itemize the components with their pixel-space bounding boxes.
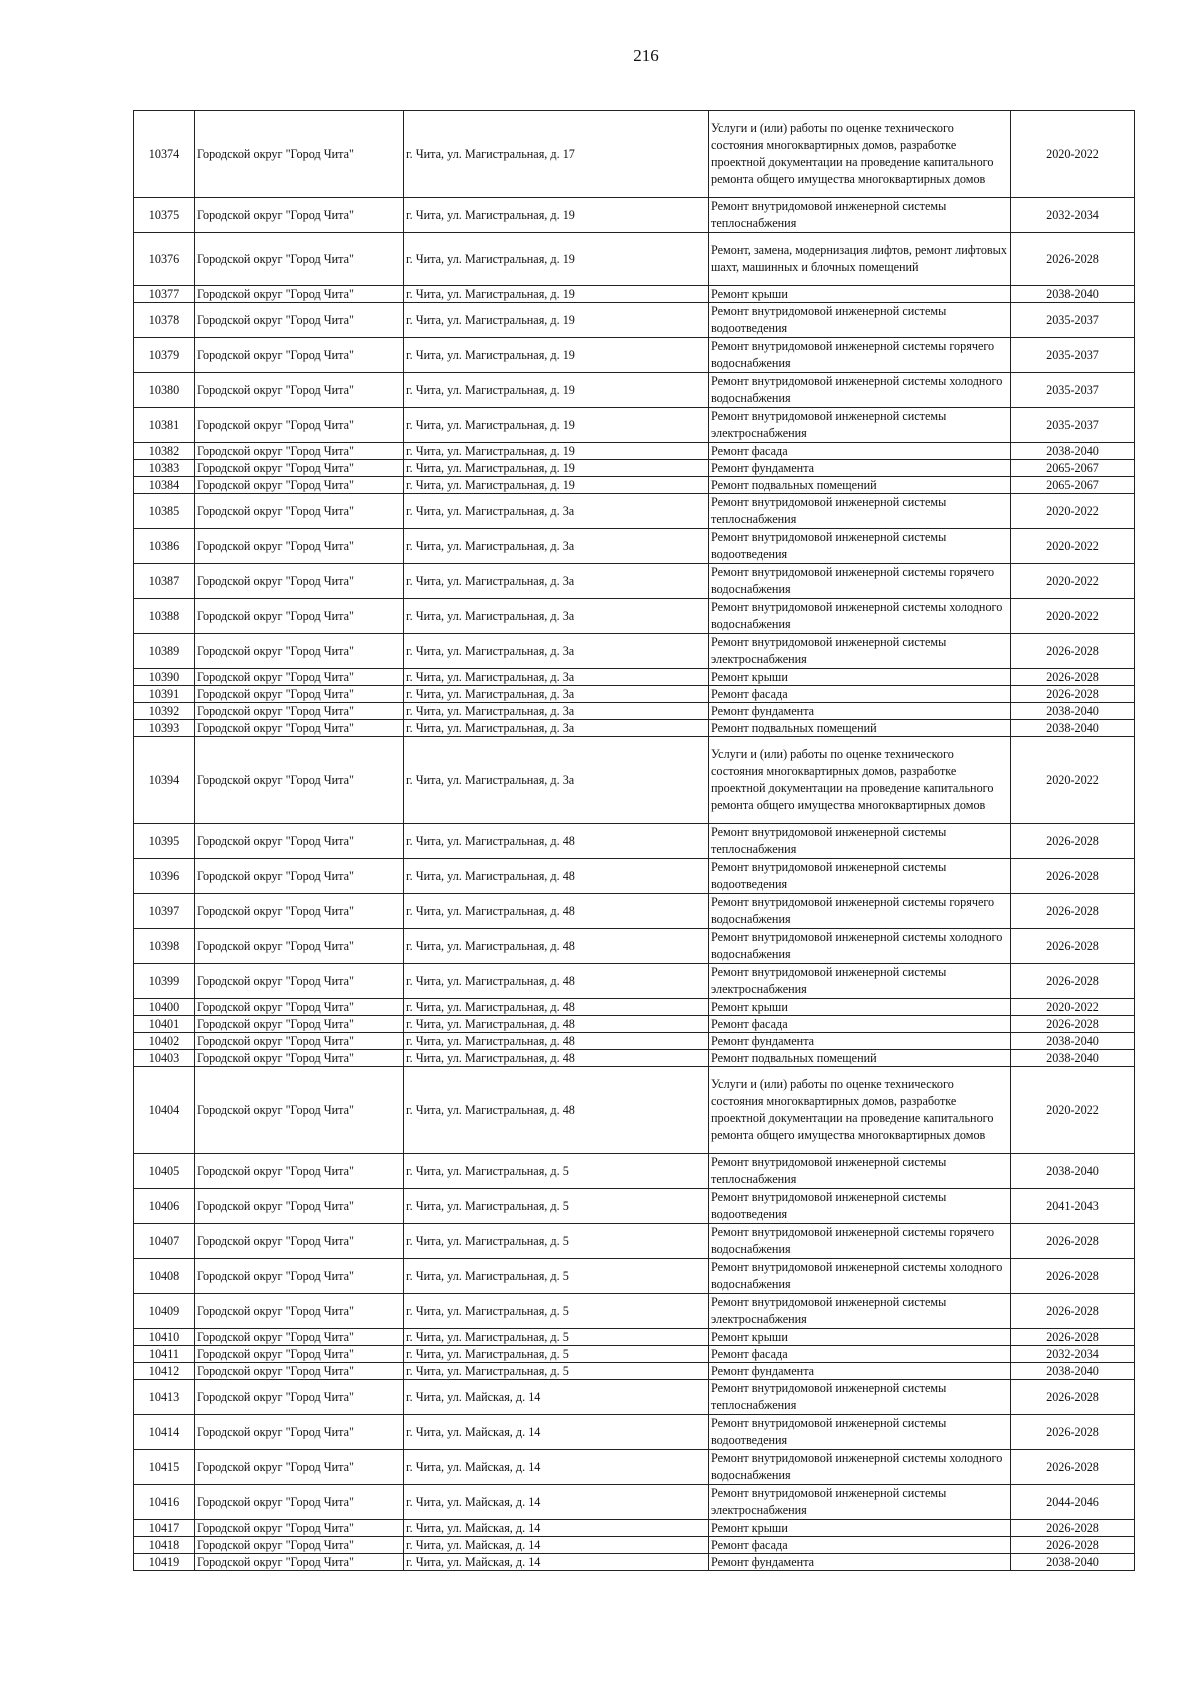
municipality-cell: Городской округ "Город Чита": [195, 1450, 404, 1485]
period-cell: 2038-2040: [1011, 443, 1135, 460]
period-cell: 2041-2043: [1011, 1189, 1135, 1224]
address-cell: г. Чита, ул. Магистральная, д. 48: [404, 1016, 709, 1033]
period-cell: 2026-2028: [1011, 1537, 1135, 1554]
period-cell: 2026-2028: [1011, 669, 1135, 686]
table-row: [134, 599, 1135, 634]
period-cell: 2035-2037: [1011, 373, 1135, 408]
period-cell: 2026-2028: [1011, 686, 1135, 703]
table-row: [134, 737, 1135, 824]
row-number-cell: 10417: [134, 1520, 195, 1537]
address-cell: г. Чита, ул. Майская, д. 14: [404, 1415, 709, 1450]
table-row: [134, 1294, 1135, 1329]
work-type-cell: Ремонт фундамента: [709, 1554, 1011, 1571]
municipality-cell: Городской округ "Город Чита": [195, 686, 404, 703]
table-row: [134, 1537, 1135, 1554]
work-type-cell: Ремонт внутридомовой инженерной системы холодного водоснабжения: [709, 599, 1011, 634]
municipality-cell: Городской округ "Город Чита": [195, 999, 404, 1016]
period-cell: 2032-2034: [1011, 1346, 1135, 1363]
work-type-cell: Услуги и (или) работы по оценке технического состояния многоквартирных домов, разработке проектной документации на проведение капитального ремонта общего имущества многоквартирных домов: [709, 1067, 1011, 1154]
work-type-cell: Ремонт крыши: [709, 1520, 1011, 1537]
period-cell: 2020-2022: [1011, 529, 1135, 564]
address-cell: г. Чита, ул. Магистральная, д. 3а: [404, 564, 709, 599]
table-row: [134, 408, 1135, 443]
period-cell: 2038-2040: [1011, 1554, 1135, 1571]
row-number-cell: 10414: [134, 1415, 195, 1450]
row-number-cell: 10389: [134, 634, 195, 669]
municipality-cell: Городской округ "Город Чита": [195, 1380, 404, 1415]
work-type-cell: Ремонт фундамента: [709, 1033, 1011, 1050]
municipality-cell: Городской округ "Город Чита": [195, 303, 404, 338]
period-cell: 2065-2067: [1011, 460, 1135, 477]
table-row: [134, 1554, 1135, 1571]
table-row: [134, 494, 1135, 529]
period-cell: 2026-2028: [1011, 1380, 1135, 1415]
row-number-cell: 10374: [134, 111, 195, 198]
table-row: [134, 999, 1135, 1016]
table-row: [134, 703, 1135, 720]
address-cell: г. Чита, ул. Магистральная, д. 5: [404, 1294, 709, 1329]
work-type-cell: Ремонт внутридомовой инженерной системы холодного водоснабжения: [709, 1450, 1011, 1485]
address-cell: г. Чита, ул. Магистральная, д. 19: [404, 303, 709, 338]
address-cell: г. Чита, ул. Магистральная, д. 48: [404, 824, 709, 859]
address-cell: г. Чита, ул. Магистральная, д. 48: [404, 894, 709, 929]
row-number-cell: 10413: [134, 1380, 195, 1415]
work-type-cell: Ремонт внутридомовой инженерной системы теплоснабжения: [709, 1154, 1011, 1189]
work-type-cell: Ремонт внутридомовой инженерной системы электроснабжения: [709, 408, 1011, 443]
table-row: [134, 1259, 1135, 1294]
address-cell: г. Чита, ул. Майская, д. 14: [404, 1520, 709, 1537]
municipality-cell: Городской округ "Город Чита": [195, 824, 404, 859]
address-cell: г. Чита, ул. Магистральная, д. 48: [404, 1067, 709, 1154]
work-type-cell: Ремонт подвальных помещений: [709, 720, 1011, 737]
table-row: [134, 1415, 1135, 1450]
period-cell: 2032-2034: [1011, 198, 1135, 233]
table-row: [134, 111, 1135, 198]
work-type-cell: Ремонт внутридомовой инженерной системы горячего водоснабжения: [709, 894, 1011, 929]
row-number-cell: 10394: [134, 737, 195, 824]
address-cell: г. Чита, ул. Майская, д. 14: [404, 1554, 709, 1571]
address-cell: г. Чита, ул. Магистральная, д. 3а: [404, 494, 709, 529]
municipality-cell: Городской округ "Город Чита": [195, 703, 404, 720]
address-cell: г. Чита, ул. Магистральная, д. 5: [404, 1329, 709, 1346]
municipality-cell: Городской округ "Город Чита": [195, 1189, 404, 1224]
municipality-cell: Городской округ "Город Чита": [195, 1554, 404, 1571]
municipality-cell: Городской округ "Город Чита": [195, 1033, 404, 1050]
municipality-cell: Городской округ "Город Чита": [195, 1537, 404, 1554]
municipality-cell: Городской округ "Город Чита": [195, 338, 404, 373]
work-type-cell: Ремонт подвальных помещений: [709, 1050, 1011, 1067]
row-number-cell: 10386: [134, 529, 195, 564]
table-row: [134, 964, 1135, 999]
work-type-cell: Ремонт внутридомовой инженерной системы электроснабжения: [709, 964, 1011, 999]
address-cell: г. Чита, ул. Магистральная, д. 3а: [404, 529, 709, 564]
work-type-cell: Ремонт внутридомовой инженерной системы водоотведения: [709, 529, 1011, 564]
work-type-cell: Ремонт крыши: [709, 999, 1011, 1016]
municipality-cell: Городской округ "Город Чита": [195, 564, 404, 599]
table-row: [134, 634, 1135, 669]
table-row: [134, 373, 1135, 408]
period-cell: 2038-2040: [1011, 1050, 1135, 1067]
row-number-cell: 10407: [134, 1224, 195, 1259]
period-cell: 2038-2040: [1011, 1154, 1135, 1189]
address-cell: г. Чита, ул. Магистральная, д. 19: [404, 338, 709, 373]
row-number-cell: 10405: [134, 1154, 195, 1189]
period-cell: 2020-2022: [1011, 737, 1135, 824]
work-type-cell: Ремонт крыши: [709, 1329, 1011, 1346]
period-cell: 2026-2028: [1011, 1224, 1135, 1259]
municipality-cell: Городской округ "Город Чита": [195, 894, 404, 929]
row-number-cell: 10401: [134, 1016, 195, 1033]
table-row: [134, 233, 1135, 286]
work-type-cell: Ремонт внутридомовой инженерной системы горячего водоснабжения: [709, 338, 1011, 373]
address-cell: г. Чита, ул. Магистральная, д. 5: [404, 1154, 709, 1189]
work-type-cell: Ремонт внутридомовой инженерной системы горячего водоснабжения: [709, 1224, 1011, 1259]
work-type-cell: Ремонт, замена, модернизация лифтов, ремонт лифтовых шахт, машинных и блочных помещений: [709, 233, 1011, 286]
municipality-cell: Городской округ "Город Чита": [195, 1050, 404, 1067]
table-row: [134, 529, 1135, 564]
table-row: [134, 1050, 1135, 1067]
municipality-cell: Городской округ "Город Чита": [195, 233, 404, 286]
municipality-cell: Городской округ "Город Чита": [195, 964, 404, 999]
table-row: [134, 443, 1135, 460]
row-number-cell: 10385: [134, 494, 195, 529]
period-cell: 2026-2028: [1011, 233, 1135, 286]
address-cell: г. Чита, ул. Магистральная, д. 19: [404, 233, 709, 286]
page-number: 216: [633, 46, 659, 65]
address-cell: г. Чита, ул. Магистральная, д. 3а: [404, 703, 709, 720]
work-type-cell: Ремонт внутридомовой инженерной системы водоотведения: [709, 1189, 1011, 1224]
work-type-cell: Ремонт внутридомовой инженерной системы теплоснабжения: [709, 1380, 1011, 1415]
table-row: [134, 1067, 1135, 1154]
work-type-cell: Ремонт фундамента: [709, 1363, 1011, 1380]
row-number-cell: 10384: [134, 477, 195, 494]
address-cell: г. Чита, ул. Майская, д. 14: [404, 1485, 709, 1520]
address-cell: г. Чита, ул. Магистральная, д. 3а: [404, 720, 709, 737]
table-body: [134, 111, 1135, 1571]
row-number-cell: 10399: [134, 964, 195, 999]
row-number-cell: 10411: [134, 1346, 195, 1363]
municipality-cell: Городской округ "Город Чита": [195, 286, 404, 303]
work-type-cell: Ремонт крыши: [709, 669, 1011, 686]
work-type-cell: Ремонт внутридомовой инженерной системы электроснабжения: [709, 1485, 1011, 1520]
work-type-cell: Услуги и (или) работы по оценке технического состояния многоквартирных домов, разработке проектной документации на проведение капитального ремонта общего имущества многоквартирных домов: [709, 737, 1011, 824]
row-number-cell: 10398: [134, 929, 195, 964]
period-cell: 2020-2022: [1011, 111, 1135, 198]
row-number-cell: 10388: [134, 599, 195, 634]
row-number-cell: 10378: [134, 303, 195, 338]
row-number-cell: 10395: [134, 824, 195, 859]
work-type-cell: Ремонт фасада: [709, 686, 1011, 703]
work-type-cell: Ремонт внутридомовой инженерной системы холодного водоснабжения: [709, 929, 1011, 964]
address-cell: г. Чита, ул. Магистральная, д. 19: [404, 443, 709, 460]
address-cell: г. Чита, ул. Магистральная, д. 48: [404, 1050, 709, 1067]
address-cell: г. Чита, ул. Магистральная, д. 3а: [404, 737, 709, 824]
municipality-cell: Городской округ "Город Чита": [195, 1329, 404, 1346]
table-row: [134, 477, 1135, 494]
municipality-cell: Городской округ "Город Чита": [195, 720, 404, 737]
period-cell: 2035-2037: [1011, 338, 1135, 373]
repair-schedule-table: [133, 110, 1135, 1571]
row-number-cell: 10379: [134, 338, 195, 373]
table-row: [134, 1016, 1135, 1033]
table-row: [134, 1363, 1135, 1380]
period-cell: 2038-2040: [1011, 1033, 1135, 1050]
address-cell: г. Чита, ул. Магистральная, д. 19: [404, 408, 709, 443]
row-number-cell: 10383: [134, 460, 195, 477]
period-cell: 2038-2040: [1011, 1363, 1135, 1380]
table-row: [134, 929, 1135, 964]
work-type-cell: Ремонт фасада: [709, 1346, 1011, 1363]
municipality-cell: Городской округ "Город Чита": [195, 1154, 404, 1189]
row-number-cell: 10402: [134, 1033, 195, 1050]
municipality-cell: Городской округ "Город Чита": [195, 1259, 404, 1294]
work-type-cell: Ремонт фасада: [709, 1537, 1011, 1554]
row-number-cell: 10400: [134, 999, 195, 1016]
address-cell: г. Чита, ул. Майская, д. 14: [404, 1380, 709, 1415]
table-row: [134, 286, 1135, 303]
row-number-cell: 10397: [134, 894, 195, 929]
table-row: [134, 1520, 1135, 1537]
address-cell: г. Чита, ул. Магистральная, д. 3а: [404, 669, 709, 686]
table-row: [134, 1154, 1135, 1189]
work-type-cell: Ремонт крыши: [709, 286, 1011, 303]
work-type-cell: Ремонт внутридомовой инженерной системы теплоснабжения: [709, 824, 1011, 859]
period-cell: 2026-2028: [1011, 1016, 1135, 1033]
table-row: [134, 1485, 1135, 1520]
address-cell: г. Чита, ул. Магистральная, д. 48: [404, 999, 709, 1016]
work-type-cell: Ремонт подвальных помещений: [709, 477, 1011, 494]
period-cell: 2020-2022: [1011, 1067, 1135, 1154]
row-number-cell: 10410: [134, 1329, 195, 1346]
table-row: [134, 564, 1135, 599]
work-type-cell: Ремонт внутридомовой инженерной системы теплоснабжения: [709, 198, 1011, 233]
table-row: [134, 1450, 1135, 1485]
municipality-cell: Городской округ "Город Чита": [195, 1520, 404, 1537]
period-cell: 2020-2022: [1011, 999, 1135, 1016]
address-cell: г. Чита, ул. Магистральная, д. 3а: [404, 599, 709, 634]
period-cell: 2026-2028: [1011, 964, 1135, 999]
municipality-cell: Городской округ "Город Чита": [195, 669, 404, 686]
table-row: [134, 1224, 1135, 1259]
row-number-cell: 10380: [134, 373, 195, 408]
table-row: [134, 1033, 1135, 1050]
table-row: [134, 198, 1135, 233]
table-row: [134, 894, 1135, 929]
row-number-cell: 10416: [134, 1485, 195, 1520]
municipality-cell: Городской округ "Город Чита": [195, 477, 404, 494]
table-row: [134, 1346, 1135, 1363]
municipality-cell: Городской округ "Город Чита": [195, 1224, 404, 1259]
period-cell: 2026-2028: [1011, 1294, 1135, 1329]
municipality-cell: Городской округ "Город Чита": [195, 929, 404, 964]
period-cell: 2065-2067: [1011, 477, 1135, 494]
row-number-cell: 10396: [134, 859, 195, 894]
row-number-cell: 10403: [134, 1050, 195, 1067]
work-type-cell: Ремонт внутридомовой инженерной системы холодного водоснабжения: [709, 373, 1011, 408]
period-cell: 2035-2037: [1011, 408, 1135, 443]
address-cell: г. Чита, ул. Магистральная, д. 5: [404, 1259, 709, 1294]
municipality-cell: Городской округ "Город Чита": [195, 1346, 404, 1363]
table-row: [134, 720, 1135, 737]
address-cell: г. Чита, ул. Магистральная, д. 48: [404, 859, 709, 894]
table-row: [134, 686, 1135, 703]
address-cell: г. Чита, ул. Магистральная, д. 19: [404, 198, 709, 233]
table-row: [134, 303, 1135, 338]
period-cell: 2038-2040: [1011, 720, 1135, 737]
work-type-cell: Ремонт внутридомовой инженерной системы электроснабжения: [709, 634, 1011, 669]
municipality-cell: Городской округ "Город Чита": [195, 111, 404, 198]
municipality-cell: Городской округ "Город Чита": [195, 737, 404, 824]
table-row: [134, 824, 1135, 859]
municipality-cell: Городской округ "Город Чита": [195, 408, 404, 443]
period-cell: 2026-2028: [1011, 929, 1135, 964]
row-number-cell: 10387: [134, 564, 195, 599]
table-row: [134, 1189, 1135, 1224]
address-cell: г. Чита, ул. Магистральная, д. 48: [404, 1033, 709, 1050]
table-row: [134, 859, 1135, 894]
address-cell: г. Чита, ул. Магистральная, д. 19: [404, 460, 709, 477]
period-cell: 2038-2040: [1011, 703, 1135, 720]
work-type-cell: Ремонт фасада: [709, 1016, 1011, 1033]
address-cell: г. Чита, ул. Магистральная, д. 3а: [404, 634, 709, 669]
row-number-cell: 10375: [134, 198, 195, 233]
municipality-cell: Городской округ "Город Чита": [195, 859, 404, 894]
address-cell: г. Чита, ул. Магистральная, д. 5: [404, 1346, 709, 1363]
row-number-cell: 10377: [134, 286, 195, 303]
municipality-cell: Городской округ "Город Чита": [195, 1294, 404, 1329]
row-number-cell: 10415: [134, 1450, 195, 1485]
row-number-cell: 10392: [134, 703, 195, 720]
period-cell: 2026-2028: [1011, 824, 1135, 859]
row-number-cell: 10412: [134, 1363, 195, 1380]
work-type-cell: Ремонт внутридомовой инженерной системы водоотведения: [709, 1415, 1011, 1450]
address-cell: г. Чита, ул. Магистральная, д. 19: [404, 286, 709, 303]
municipality-cell: Городской округ "Город Чита": [195, 599, 404, 634]
period-cell: 2026-2028: [1011, 1259, 1135, 1294]
municipality-cell: Городской округ "Город Чита": [195, 198, 404, 233]
row-number-cell: 10409: [134, 1294, 195, 1329]
work-type-cell: Ремонт внутридомовой инженерной системы электроснабжения: [709, 1294, 1011, 1329]
period-cell: 2026-2028: [1011, 1415, 1135, 1450]
period-cell: 2026-2028: [1011, 894, 1135, 929]
table-row: [134, 338, 1135, 373]
municipality-cell: Городской округ "Город Чита": [195, 460, 404, 477]
address-cell: г. Чита, ул. Магистральная, д. 5: [404, 1363, 709, 1380]
period-cell: 2026-2028: [1011, 634, 1135, 669]
row-number-cell: 10418: [134, 1537, 195, 1554]
period-cell: 2026-2028: [1011, 1329, 1135, 1346]
period-cell: 2044-2046: [1011, 1485, 1135, 1520]
row-number-cell: 10382: [134, 443, 195, 460]
address-cell: г. Чита, ул. Магистральная, д. 5: [404, 1224, 709, 1259]
address-cell: г. Чита, ул. Магистральная, д. 5: [404, 1189, 709, 1224]
row-number-cell: 10393: [134, 720, 195, 737]
work-type-cell: Ремонт фундамента: [709, 460, 1011, 477]
municipality-cell: Городской округ "Город Чита": [195, 373, 404, 408]
work-type-cell: Ремонт внутридомовой инженерной системы теплоснабжения: [709, 494, 1011, 529]
address-cell: г. Чита, ул. Магистральная, д. 48: [404, 964, 709, 999]
municipality-cell: Городской округ "Город Чита": [195, 443, 404, 460]
period-cell: 2026-2028: [1011, 1450, 1135, 1485]
address-cell: г. Чита, ул. Магистральная, д. 48: [404, 929, 709, 964]
work-type-cell: Услуги и (или) работы по оценке технического состояния многоквартирных домов, разработке проектной документации на проведение капитального ремонта общего имущества многоквартирных домов: [709, 111, 1011, 198]
municipality-cell: Городской округ "Город Чита": [195, 494, 404, 529]
period-cell: 2020-2022: [1011, 599, 1135, 634]
work-type-cell: Ремонт фасада: [709, 443, 1011, 460]
work-type-cell: Ремонт внутридомовой инженерной системы горячего водоснабжения: [709, 564, 1011, 599]
period-cell: 2026-2028: [1011, 1520, 1135, 1537]
period-cell: 2020-2022: [1011, 564, 1135, 599]
address-cell: г. Чита, ул. Магистральная, д. 3а: [404, 686, 709, 703]
row-number-cell: 10381: [134, 408, 195, 443]
work-type-cell: Ремонт фундамента: [709, 703, 1011, 720]
municipality-cell: Городской округ "Город Чита": [195, 1485, 404, 1520]
row-number-cell: 10391: [134, 686, 195, 703]
address-cell: г. Чита, ул. Майская, д. 14: [404, 1537, 709, 1554]
period-cell: 2038-2040: [1011, 286, 1135, 303]
row-number-cell: 10406: [134, 1189, 195, 1224]
row-number-cell: 10419: [134, 1554, 195, 1571]
row-number-cell: 10404: [134, 1067, 195, 1154]
municipality-cell: Городской округ "Город Чита": [195, 529, 404, 564]
address-cell: г. Чита, ул. Магистральная, д. 19: [404, 373, 709, 408]
row-number-cell: 10408: [134, 1259, 195, 1294]
table-row: [134, 1329, 1135, 1346]
row-number-cell: 10376: [134, 233, 195, 286]
address-cell: г. Чита, ул. Майская, д. 14: [404, 1450, 709, 1485]
address-cell: г. Чита, ул. Магистральная, д. 19: [404, 477, 709, 494]
period-cell: 2035-2037: [1011, 303, 1135, 338]
address-cell: г. Чита, ул. Магистральная, д. 17: [404, 111, 709, 198]
municipality-cell: Городской округ "Город Чита": [195, 1067, 404, 1154]
work-type-cell: Ремонт внутридомовой инженерной системы водоотведения: [709, 859, 1011, 894]
table-row: [134, 1380, 1135, 1415]
table-row: [134, 669, 1135, 686]
period-cell: 2020-2022: [1011, 494, 1135, 529]
row-number-cell: 10390: [134, 669, 195, 686]
period-cell: 2026-2028: [1011, 859, 1135, 894]
work-type-cell: Ремонт внутридомовой инженерной системы холодного водоснабжения: [709, 1259, 1011, 1294]
municipality-cell: Городской округ "Город Чита": [195, 634, 404, 669]
municipality-cell: Городской округ "Город Чита": [195, 1363, 404, 1380]
municipality-cell: Городской округ "Город Чита": [195, 1016, 404, 1033]
work-type-cell: Ремонт внутридомовой инженерной системы водоотведения: [709, 303, 1011, 338]
table-row: [134, 460, 1135, 477]
municipality-cell: Городской округ "Город Чита": [195, 1415, 404, 1450]
